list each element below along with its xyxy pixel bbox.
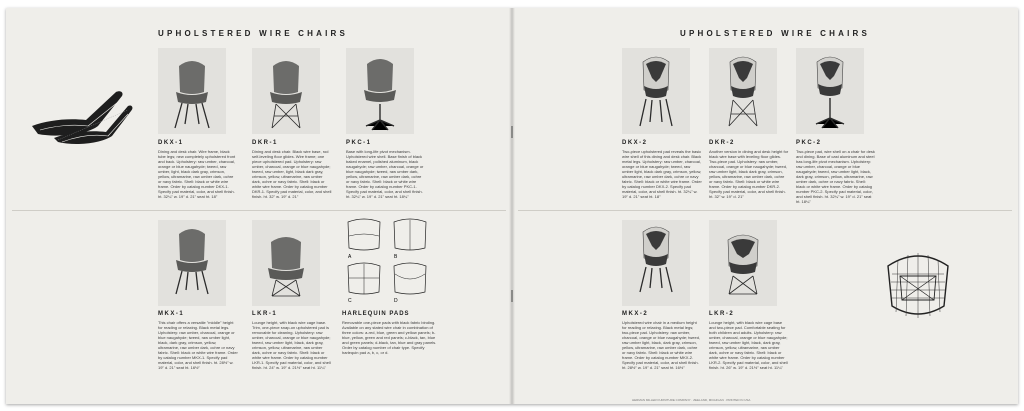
pad-label-d: D [394, 298, 398, 304]
harlequin-pads-title: HARLEQUIN PADS [342, 311, 410, 317]
lkr-1-spec [252, 311, 332, 370]
left-page-divider [12, 210, 506, 211]
lkr-2-model: LKR-2 [709, 311, 735, 317]
dkr-2-description: Another version in dining and desk height for black wire base with leveling floor glides. Two-piece pad. Upholstery: raw umber, charcoal, orange or blue naugahyde; tweed, raw umber light, black dark gray, crimson, yellow, ultramarine, raw umber dark, ochre or navy fabric. Shell: black or white wire frame. Order by catalog number DKR-2. Specify pad material, color, and shell finish. ht. 32" w. 19" d. 21" [709, 149, 789, 199]
page-footnote: HERMAN MILLER FURNITURE COMPANY · ZEELAND, MICHIGAN · PRINTED IN USA [632, 398, 751, 402]
harlequin-pads-diagram [342, 218, 438, 306]
lkr-1-description: Lounge height, with black wire cage base. Trim, one-piece snap-on upholstered pad is removable for cleaning. Upholstery: raw umber, charcoal, orange or blue naugahyde; tweed, raw umber light, black, dark gray, crimson, yellow, ultramarine, raw umber dark, ochre or navy fabric. Shell: black or white wire frame. Order by catalog number LKR-1. Specify pad material, color, and shell finish. ht. 24" w. 19" d. 21½" seat ht. 11¼" [252, 320, 331, 370]
mkx-2-description: Upholstered wire chair in a medium height for reading or relaxing. Black metal legs; two-piece pad. Upholstery: raw umber, charcoal, orange or blue naugahyde; tweed, raw umber light, black, dark gray, crimson, yellow, ultramarine, raw umber dark, ochre or navy fabric. Shell: black or white wire frame. Order by catalog number MKX-2. Specify pad material, color, and shell finish. ht. 28½" w. 19" d. 21" seat ht. 16½" [622, 320, 701, 370]
dkr-2-spec [709, 140, 789, 199]
pad-label-b: B [394, 254, 398, 260]
pkc-1-photo [346, 48, 414, 134]
dkx-1-model: DKX-1 [158, 140, 184, 146]
lkr-2-photo [709, 220, 777, 306]
mkx-2-spec [622, 311, 702, 370]
dkx-2-spec [622, 140, 702, 199]
dkx-1-description: Dining and desk chair. Wire frame, black tube legs; new completely upholstered front and back. Upholstery: raw umber, charcoal, orange or blue naugahyde; tweed, raw umber, light, black dark gray, crimson, yellow, ultramarine, raw umber dark, ochre or navy fabric. Shell: black or white wire frame. Order by catalog number DKX-1. Specify pad material, color, and shell finish. ht. 32¼" w. 19" d. 21" seat ht. 18" [158, 149, 236, 199]
dkx-1-spec [158, 140, 238, 199]
left-page [6, 8, 512, 404]
right-page-divider [518, 210, 1012, 211]
wire-shell-illustration [878, 246, 958, 326]
pkc-2-spec [796, 140, 876, 204]
wire-shell-side-view-illustration [28, 80, 134, 146]
dkx-2-model: DKX-2 [622, 140, 648, 146]
harlequin-pads-spec [342, 311, 438, 355]
dkx-1-photo [158, 48, 226, 134]
mkx-1-model: MKX-1 [158, 311, 185, 317]
lkr-2-description: Lounge height, with black wire cage base and two-piece pad. Comfortable seating for both children and adults. Upholstery: raw umber, charcoal, orange or blue naugahyde; tweed, raw umber light, black, dark gray, crimson, yellow, ultramarine, raw umber dark, ochre or navy fabric. Shell: black or white wire frame. Order by catalog number LKR-2. Specify pad material, color, and shell finish. ht. 26" w. 19" d. 21½" seat ht. 11¼" [709, 320, 788, 370]
pkc-2-model: PKC-2 [796, 140, 822, 146]
mkx-2-photo [622, 220, 690, 306]
mkx-1-spec [158, 311, 238, 370]
pkc-2-description: Two-piece pad, wire shell on a chair for desk and dining. Base of cast aluminum and steel has long-life pivot mechanism. Upholstery: raw umber, charcoal, orange or blue naugahyde; tweed, raw umber light, black, dark gray, crimson, yellow, ultramarine, raw umber dark, ochre or navy fabric. Shell: black or white wire frame. Order by catalog number PKC-2. Specify pad material, color, and shell finish. ht. 32¼" w. 19" d. 21" seat ht. 18¼" [796, 149, 875, 204]
left-page-heading: UPHOLSTERED WIRE CHAIRS [158, 29, 349, 38]
dkr-1-photo [252, 48, 320, 134]
harlequin-pads-description: Removable one-piece pads with black fabric binding. Available on any stated wire chair in combination of three colors: a-red, blue, green and yellow panels; b-blue, yellow, green and red panels; c-black, tan, blue and green panels; d-black, tan, blue and gray panels. Order by catalog number of chair type. Specify harlequin pad a, b, c, or d. [342, 320, 437, 355]
mkx-1-photo [158, 220, 226, 306]
dkx-2-description: Two-piece upholstered pad reveals the basic wire shell of this dining and desk chair. Black metal legs. Upholstery: raw umber, charcoal, orange or blue naugahyde; tweed, raw umber light, black dark gray, crimson, yellow, ultramarine, raw umber dark, ochre or navy fabric. Shell: black or white wire frame. Order by catalog number DKX-2. Specify pad material, color, and shell finish. ht. 32¼" w. 19" d. 21" seat ht. 18" [622, 149, 702, 199]
dkr-2-model: DKR-2 [709, 140, 735, 146]
right-page [512, 8, 1018, 404]
dkr-1-description: Dining and desk chair. Black wire base, rod self-leveling floor glides. Wire frame; one piece upholstered pad. Upholstery: raw umber, charcoal, orange or blue naugahyde; tweed, raw umber, light, black dark gray, crimson, yellow, ultramarine, raw umber dark, ochre or navy fabric. Shell: black or white wire frame. Order by catalog number DKR-1. Specify pad material, color, and shell finish. ht. 32" w. 19" d. 21" [252, 149, 332, 199]
pkc-1-description: Base with long-life pivot mechanism. Upholstered wire shell. Base finish of black baked enamel, polished aluminum, black naugahyde; raw umber, charcoal, orange or blue naugahyde; tweed, raw umber dark, yellow, ultramarine, raw umber dark, ochre or navy fabric. Shell: black or white wire frame. Order by catalog number PKC-1. Specify pad material, color, and shell finish. ht. 32¼" w. 19" d. 21" seat ht. 18¼" [346, 149, 424, 199]
pkc-2-photo [796, 48, 864, 134]
pkc-1-model: PKC-1 [346, 140, 372, 146]
dkr-2-photo [709, 48, 777, 134]
pkc-1-spec [346, 140, 426, 199]
dkx-2-photo [622, 48, 690, 134]
pad-label-a: A [348, 254, 352, 260]
mkx-2-model: MKX-2 [622, 311, 649, 317]
mkx-1-description: This chair offers a versatile "middle" height for reading or relaxing. Black metal legs. Upholstery: raw umber, charcoal, orange or blue naugahyde; tweed, raw umber light, black, dark gray, crimson, yellow, ultramarine, raw umber dark, ochre or navy fabric. Shell: black or white wire frame. Order by catalog number MKX-1. Specify pad material, color, and shell finish. ht. 28½" w. 19" d. 21" seat ht. 16½" [158, 320, 238, 370]
dkr-1-spec [252, 140, 332, 199]
lkr-1-photo [252, 220, 320, 306]
dkr-1-model: DKR-1 [252, 140, 278, 146]
pad-label-c: C [348, 298, 352, 304]
lkr-1-model: LKR-1 [252, 311, 278, 317]
catalog-spread [6, 8, 1018, 404]
right-page-heading: UPHOLSTERED WIRE CHAIRS [680, 29, 871, 38]
lkr-2-spec [709, 311, 789, 370]
